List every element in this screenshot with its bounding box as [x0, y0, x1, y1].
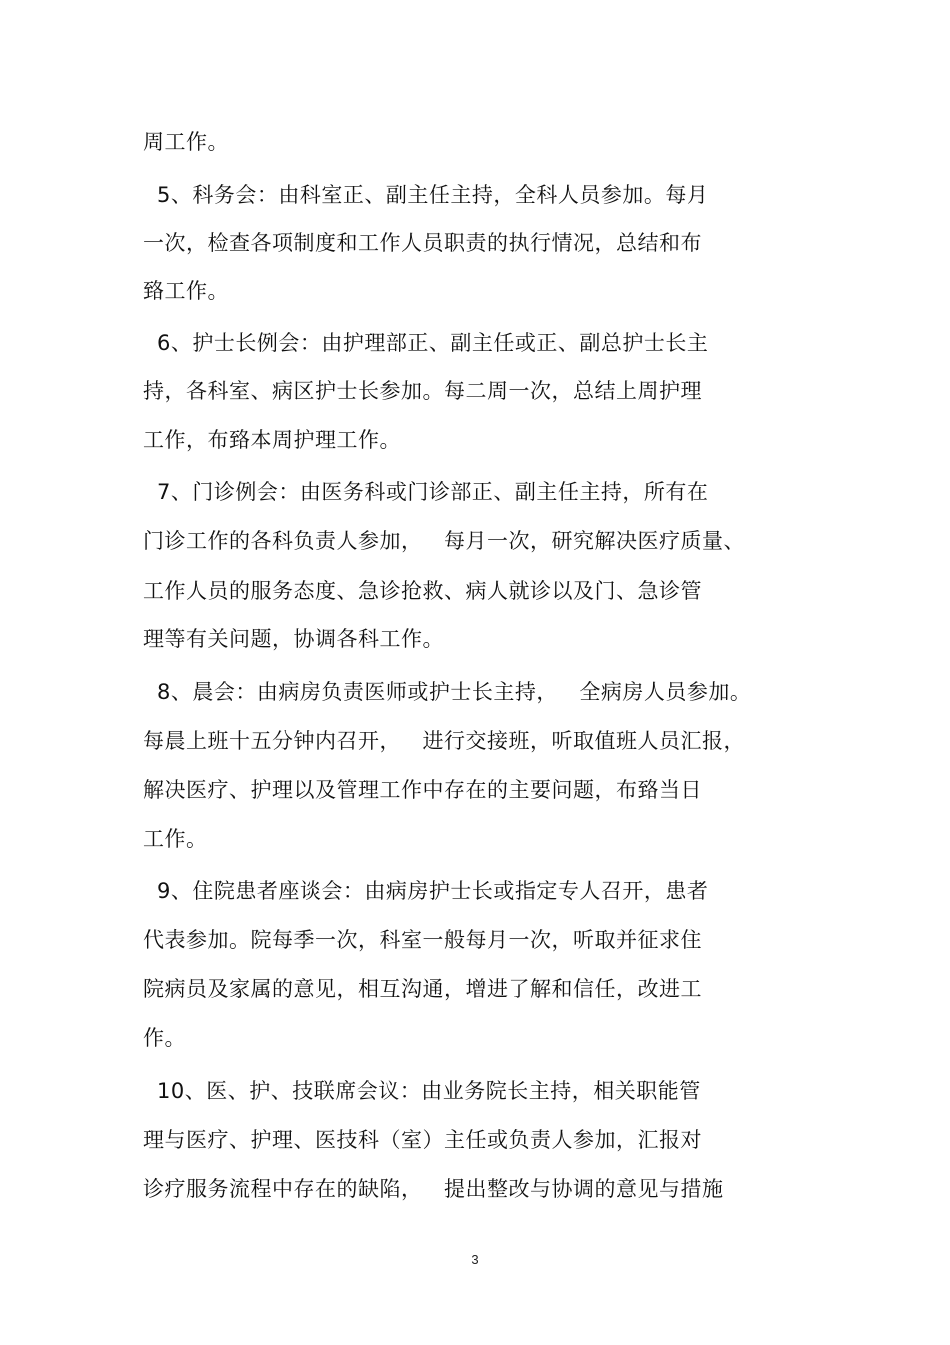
- text-line: 一次，检查各项制度和工作人员职责的执行情况，总结和布: [143, 231, 702, 255]
- text-line: 工作。: [143, 827, 208, 851]
- text-line: 理与医疗、护理、医技科（室）主任或负责人参加，汇报对: [143, 1128, 702, 1152]
- text-line: 解决医疗、护理以及管理工作中存在的主要问题，布臵当日: [143, 778, 702, 802]
- text-line: 5、科务会：由科室正、副主任主持，全科人员参加。每月: [157, 183, 709, 207]
- text-line: 诊疗服务流程中存在的缺陷， 提出整改与协调的意见与措施: [143, 1177, 724, 1201]
- text-line: 工作人员的服务态度、急诊抢救、病人就诊以及门、急诊管: [143, 579, 702, 603]
- text-line: 周工作。: [143, 130, 229, 154]
- text-line: 7、门诊例会：由医务科或门诊部正、副主任主持，所有在: [157, 480, 709, 504]
- text-line: 作。: [143, 1026, 186, 1050]
- text-line: 工作，布臵本周护理工作。: [143, 428, 401, 452]
- text-line: 6、护士长例会：由护理部正、副主任或正、副总护士长主: [157, 331, 709, 355]
- text-line: 10、医、护、技联席会议：由业务院长主持，相关职能管: [157, 1079, 701, 1103]
- text-line: 持，各科室、病区护士长参加。每二周一次，总结上周护理: [143, 379, 702, 403]
- text-line: 院病员及家属的意见，相互沟通，增进了解和信任，改进工: [143, 977, 702, 1001]
- text-line: 理等有关问题，协调各科工作。: [143, 627, 444, 651]
- text-line: 门诊工作的各科负责人参加， 每月一次，研究解决医疗质量、: [143, 529, 746, 553]
- text-line: 9、住院患者座谈会：由病房护士长或指定专人召开，患者: [157, 879, 709, 903]
- text-line: 8、晨会：由病房负责医师或护士长主持， 全病房人员参加。: [157, 680, 752, 704]
- text-line: 每晨上班十五分钟内召开， 进行交接班，听取值班人员汇报，: [143, 729, 746, 753]
- text-line: 代表参加。院每季一次，科室一般每月一次，听取并征求住: [143, 928, 702, 952]
- page-number: 3: [471, 1252, 479, 1267]
- text-line: 臵工作。: [143, 279, 229, 303]
